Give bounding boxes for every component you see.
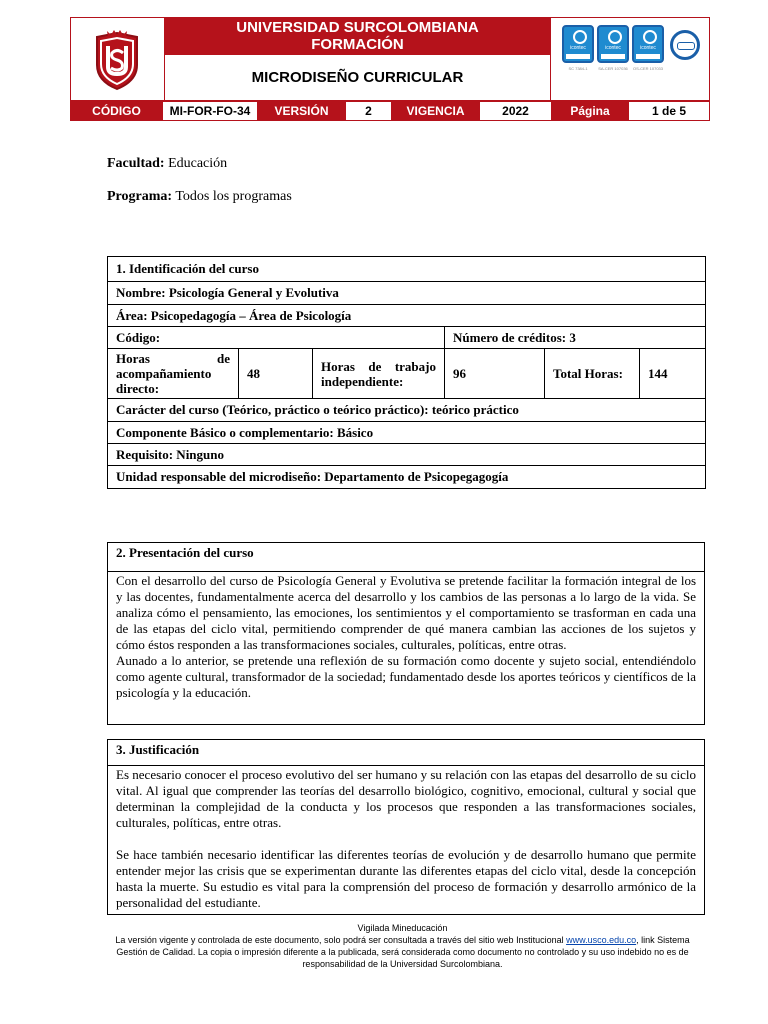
course-credits: Número de créditos: 3 [445,327,706,349]
iqnet-certification-icon [670,30,700,60]
document-title: MICRODISEÑO CURRICULAR [251,69,464,86]
unit-name: FORMACIÓN [311,36,404,53]
cert-brand: icontec [570,45,586,51]
icontec-icon [643,30,657,44]
course-identification-table [107,256,706,489]
programa-label: Programa: [107,189,173,204]
icontec-icon [608,30,622,44]
footer-disclaimer [100,934,705,970]
cert-iso-bar [601,54,625,59]
codigo-label: CÓDIGO [71,102,163,120]
facultad-label: Facultad: [107,156,165,171]
presentation-paragraph: Aunado a lo anterior, se pretende una reflexión de su formación como docente y sujeto social, entendiéndolo como agente cultural, transformador de la sociedad; fundamentado desde los aportes teóricos y científicos de la psicología y la educación. [116,653,696,700]
vigencia-label: VIGENCIA [392,102,480,120]
justification-title: 3. Justificación [108,740,704,766]
presentation-body [108,572,704,702]
course-code: Código: [108,327,445,349]
version-value: 2 [346,102,392,120]
logo-cell [70,17,165,101]
usco-website-link[interactable]: www.usco.edu.co [566,935,637,945]
presentation-title: 2. Presentación del curso [108,543,704,572]
programa-value: Todos los programas [175,189,292,204]
cert-brand: icontec [605,45,621,51]
course-component: Componente Básico o complementario: Básico [108,422,706,444]
university-name: UNIVERSIDAD SURCOLOMBIANA [236,19,479,36]
icontec-iso9001-badge [562,25,594,63]
presentation-paragraph: Con el desarrollo del curso de Psicología General y Evolutiva se pretende facilitar la formación integral de los y las docentes, fundamentalmente acerca del desarrollo y los cambios de las personas a lo largo de la vida. Se analiza cómo el pensamiento, las emociones, los sentimientos y el comportamiento se trasforman en cada una de las etapas del ciclo vital, permitiendo comprender de qué manera cambian las acciones de los sujetos y cómo éstos responden a las transformaciones sociales, culturales, políticas, entre otras. [116,573,696,652]
course-name: Nombre: Psicología General y Evolutiva [108,282,706,305]
cert-brand: icontec [640,45,656,51]
justification-body [108,766,704,912]
facultad-field [107,156,227,172]
independent-hours-label: Horas de trabajo independiente: [313,349,445,399]
pagina-label: Página [552,102,629,120]
cert-iso-bar [636,54,660,59]
identification-title: 1. Identificación del curso [108,257,706,282]
cert-iso-bar [566,54,590,59]
icontec-iso45001-badge [632,25,664,63]
course-area: Área: Psicopedagogía – Área de Psicología [108,305,706,327]
university-shield-logo [70,17,165,101]
course-presentation-section [107,542,705,725]
footer-vigilada: Vigilada Mineducación [357,923,448,933]
version-label: VERSIÓN [258,102,346,120]
cert-number: SC 7384-1 [568,66,588,71]
direct-hours-value: 48 [239,349,313,399]
programa-field [107,189,292,205]
direct-hours-label: Horas de acompañamiento directo: [108,349,239,399]
footer-line2: , link Sistema Gestión de Calidad. La copia o impresión diferente a la publicada, será considerada como documento no controlado y su uso indebido no es de responsabilidad de la Universidad Surcolombiana. [116,935,690,969]
page-footer [100,922,705,970]
course-character: Carácter del curso (Teórico, práctico o teórico práctico): teórico práctico [108,399,706,422]
responsible-unit: Unidad responsable del microdiseño: Departamento de Psicopegagogía [108,466,706,489]
icontec-icon [573,30,587,44]
facultad-value: Educación [168,156,228,171]
total-hours-label: Total Horas: [545,349,640,399]
justification-section [107,739,705,915]
cert-number: SA-CER 107036 [598,66,628,71]
cert-number: OS-CER 107033 [632,66,663,71]
icontec-iso14001-badge [597,25,629,63]
pagina-value: 1 de 5 [651,104,687,118]
total-hours-value: 144 [640,349,706,399]
footer-line1: La versión vigente y controlada de este documento, solo podrá ser consultada a través del sitio web Institucional [115,935,567,945]
document-control-row [70,101,710,121]
justification-paragraph: Se hace también necesario identificar las diferentes teorías de evolución y de desarrollo humano que permite entender mejor las crisis que se experimentan durante las diferentes etapas del ciclo vital, desde la concepción hasta la muerte. Su estudio es vital para la comprensión del proceso de formación y desarrollo armónico de la personalidad del estudiante. [116,847,696,910]
university-title-banner [165,17,550,55]
independent-hours-value: 96 [445,349,545,399]
codigo-value: MI-FOR-FO-34 [163,102,258,120]
course-prerequisite: Requisito: Ninguno [108,444,706,466]
justification-paragraph: Es necesario conocer el proceso evolutivo del ser humano y su relación con las etapas del desarrollo de su ciclo vital. Al igual que comprender las teorías del desarrollo biológico, cognitivo, emocional, cultural y social que determinan la complejidad de la conducta y los procesos que responden a las transformaciones sociales, culturales, políticas, entre otras. [116,767,696,830]
vigencia-value: 2022 [480,102,552,120]
